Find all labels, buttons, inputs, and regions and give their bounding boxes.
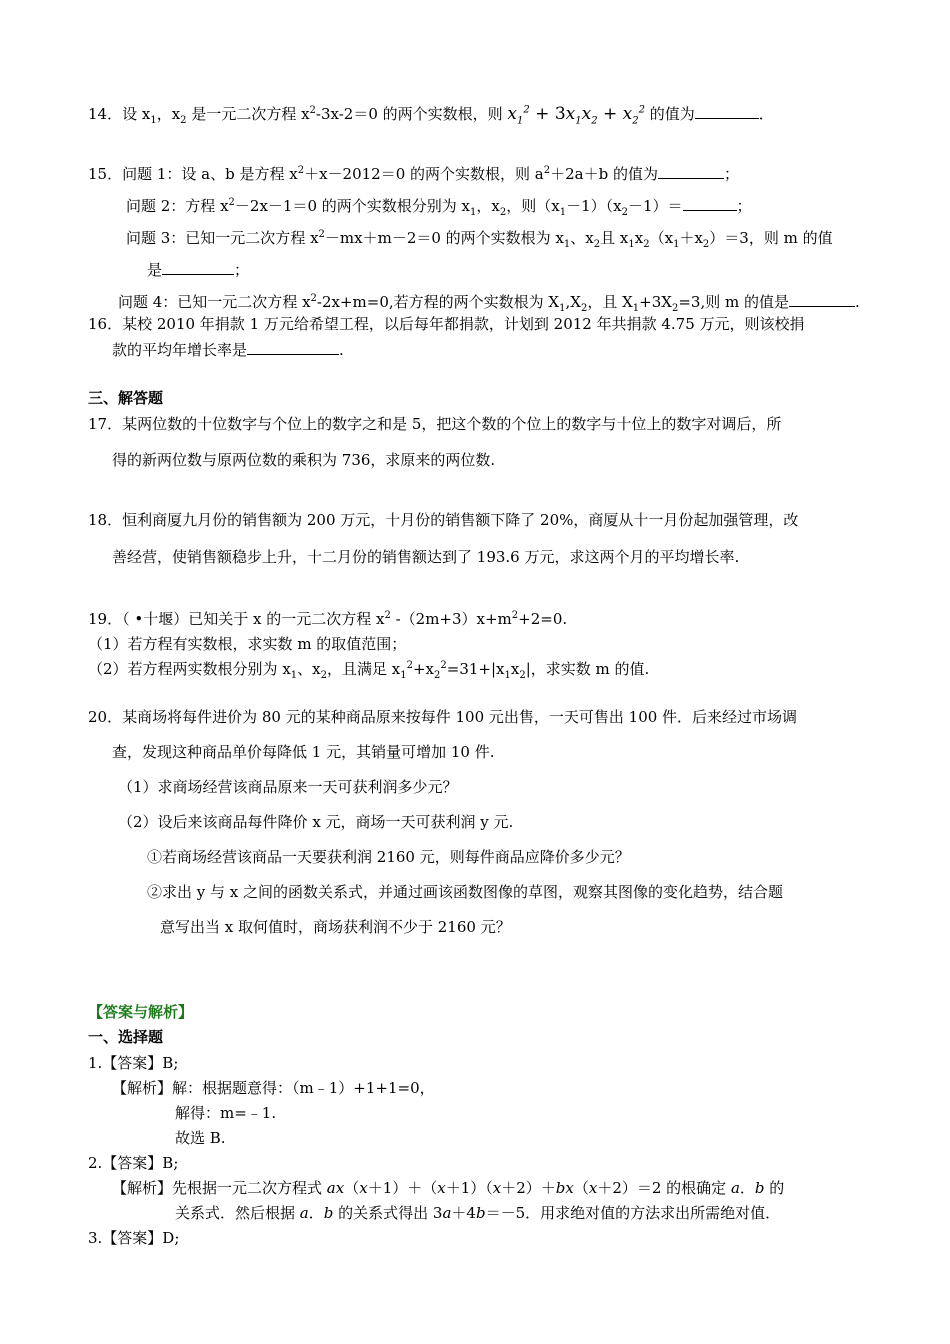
section-title-answers-questions: 三、解答题: [88, 389, 164, 407]
answer-1-step2: 解得：m=﹣1.: [175, 1104, 277, 1122]
q15-problem1: 15．问题 1：设 a、b 是方程 $x^2+x-2012=0$ 的两个实数根，则 $a^2+2a+b$ 的值为 ；: [88, 165, 740, 183]
q15-problem3-cont: 是 ；: [147, 261, 250, 279]
q15-problem2: 问题 2：方程 $x^2-2x-1=0$ 的两个实数根分别为 $x_1$，$x_2$，则$(x_1-1)(x_2-1)=$ ；: [126, 197, 752, 218]
answer-blank[interactable]: [683, 196, 737, 211]
answers-heading: 【答案与解析】: [88, 1003, 194, 1021]
q15-problem3: 问题 3：已知一元二次方程 $x^2-mx+m-2=0$ 的两个实数根为 $x_1$、$x_2$且 $x_1x_2(x_1+x_2)=3$，则 m 的值: [126, 229, 833, 250]
answer-2-explanation: 【解析】先根据一元二次方程式 ax（x＋1）＋（x＋1）（x＋2）＋bx（x＋2）＝2 的根确定 a．b 的: [112, 1179, 785, 1197]
answer-blank[interactable]: [658, 164, 724, 179]
q17-line2: 得的新两位数与原两位数的乘积为 736，求原来的两位数.: [112, 451, 496, 469]
answers-section1: 一、选择题: [88, 1028, 164, 1046]
q14-formula: $x_1^2 + 3x_1x_2 + x_2^2$: [507, 104, 645, 127]
answer-blank[interactable]: [695, 104, 759, 119]
q19-sub1: （1）若方程有实数根，求实数 m 的取值范围；: [88, 635, 407, 653]
q17-line1: 17．某两位数的十位数字与个位上的数字之和是 5，把这个数的个位上的数字与十位上的数字对调后，所: [88, 415, 782, 433]
q18-line2: 善经营，使销售额稳步上升，十二月份的销售额达到了 193.6 万元，求这两个月的平均增长率.: [112, 548, 740, 566]
answer-2-explanation-cont: 关系式．然后根据 a．b 的关系式得出 3a＋4b＝－5．用求绝对值的方法求出所需绝对值．: [175, 1204, 781, 1222]
q20-line1: 20．某商场将每件进价为 80 元的某种商品原来按每件 100 元出售，一天可售出 100 件．后来经过市场调: [88, 708, 798, 726]
answer-2-label: 2.【答案】B;: [88, 1154, 179, 1172]
answer-1-label: 1.【答案】B;: [88, 1054, 179, 1072]
q18-line1: 18．恒利商厦九月份的销售额为 200 万元，十月份的销售额下降了 20%，商厦从十一月份起加强管理，改: [88, 511, 799, 529]
answer-blank[interactable]: [789, 292, 855, 307]
q14-line: 14．设 $x_1$，$x_2$ 是一元二次方程 $x^2-3x-2=0$ 的两个实数根，则 $x_1^2 + 3x_1x_2 + x_2^2$ 的值为 ．: [88, 104, 774, 127]
q20-c2-line1: ②求出 y 与 x 之间的函数关系式，并通过画该函数图像的草图，观察其图像的变化趋势，结合题: [147, 883, 784, 901]
answer-1-explanation: 【解析】解：根据题意得：（m﹣1）+1+1=0，: [112, 1079, 435, 1097]
q20-sub1: （1）求商场经营该商品原来一天可获利润多少元？: [118, 778, 458, 796]
q20-sub2: （2）设后来该商品每件降价 x 元，商场一天可获利润 y 元.: [118, 813, 514, 831]
answer-blank[interactable]: [247, 340, 339, 355]
answer-1-step3: 故选 B.: [175, 1129, 226, 1147]
q16-line1: 16．某校 2010 年捐款 1 万元给希望工程，以后每年都捐款，计划到 2012 年共捐款 4.75 万元，则该校捐: [88, 315, 805, 333]
q19-line: 19．（ •十堰）已知关于 x 的一元二次方程 $x^2$ $-(2m+3)x+m^2+2=0$.: [88, 610, 568, 628]
q20-c2-line2: 意写出当 x 取何值时，商场获利润不少于 2160 元？: [160, 918, 511, 936]
q20-line2: 查，发现这种商品单价每降低 1 元，其销量可增加 10 件.: [112, 743, 495, 761]
q19-sub2: （2）若方程两实数根分别为 $x_1$、$x_2$，且满足 $x_1^2+x_2^2=31+|x_1x_2|$，求实数 m 的值.: [88, 660, 650, 681]
q20-c1: ①若商场经营该商品一天要获利润 2160 元，则每件商品应降价多少元？: [147, 848, 630, 866]
answer-3-label: 3.【答案】D;: [88, 1229, 180, 1247]
q15-problem4: 问题 4：已知一元二次方程 $x^2-2x+m=0$,若方程的两个实数根为 $X_1,X_2$，且 $X_1+3X_2=3$,则 m 的值是 .: [118, 293, 860, 314]
q16-line2: 款的平均年增长率是 .: [112, 341, 344, 359]
answer-blank[interactable]: [162, 260, 234, 275]
